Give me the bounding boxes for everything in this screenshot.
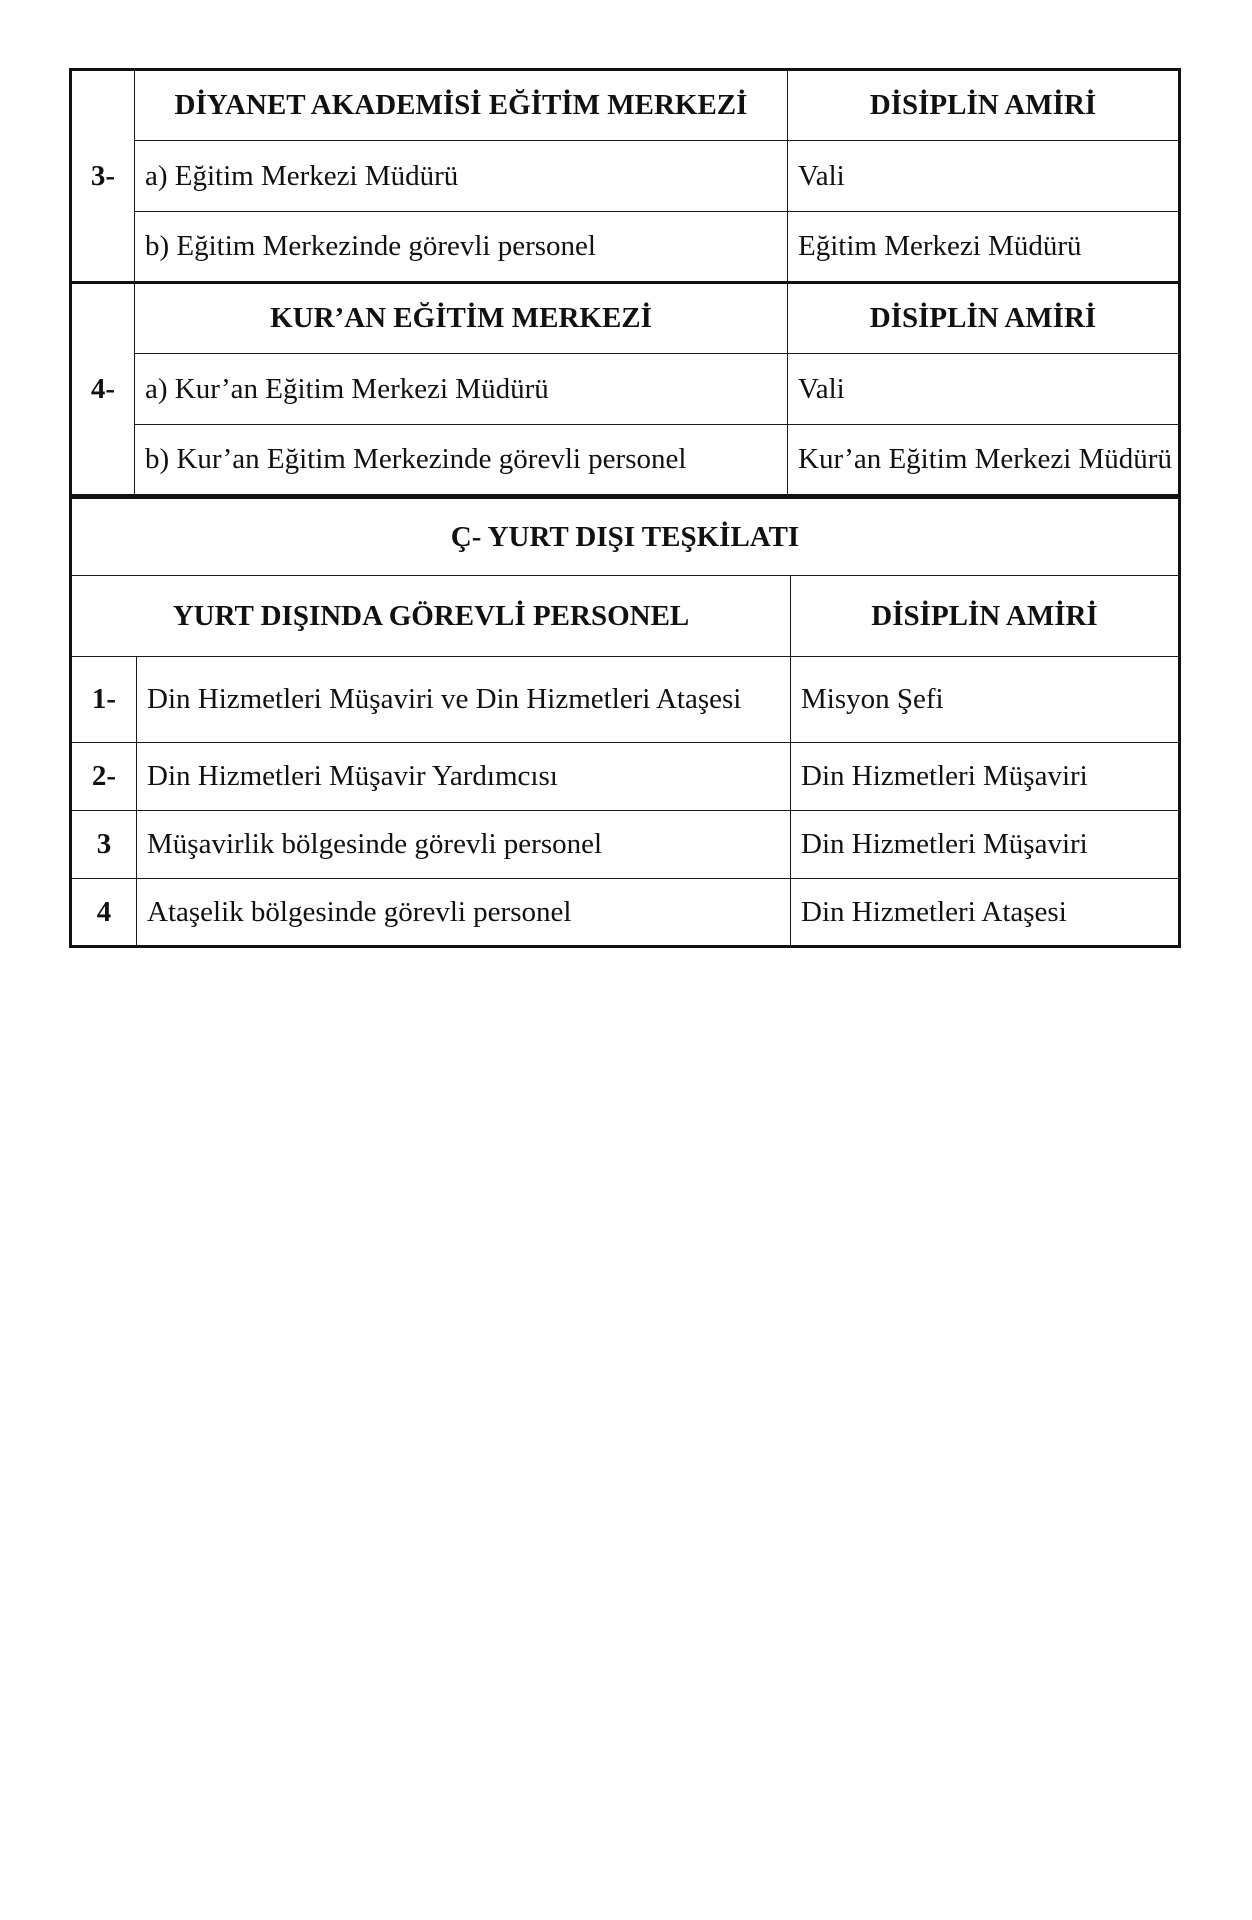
- supervisor-header: DİSİPLİN AMİRİ: [788, 283, 1180, 354]
- table-row: [71, 879, 1180, 947]
- personnel-cell: b) Eğitim Merkezinde görevli personel: [135, 212, 788, 283]
- supervisor-header: DİSİPLİN AMİRİ: [791, 576, 1180, 657]
- section-title: Ç- YURT DIŞI TEŞKİLATI: [71, 498, 1180, 576]
- personnel-cell: Müşavirlik bölgesinde görevli personel: [137, 811, 791, 879]
- row-number: 2-: [71, 743, 137, 811]
- supervisor-cell: Eğitim Merkezi Müdürü: [788, 212, 1180, 283]
- section-title-row: [71, 498, 1180, 576]
- personnel-cell: Din Hizmetleri Müşaviri ve Din Hizmetleri Ataşesi: [137, 657, 791, 743]
- unit-header: YURT DIŞINDA GÖREVLİ PERSONEL: [71, 576, 791, 657]
- table-row: [71, 212, 1180, 283]
- personnel-cell: Ataşelik bölgesinde görevli personel: [137, 879, 791, 947]
- abroad-discipline-table: [69, 496, 1181, 948]
- personnel-cell: a) Kur’an Eğitim Merkezi Müdürü: [135, 354, 788, 425]
- table-row: [71, 425, 1180, 496]
- supervisor-cell: Vali: [788, 354, 1180, 425]
- supervisor-cell: Din Hizmetleri Müşaviri: [791, 811, 1180, 879]
- table-row: [71, 743, 1180, 811]
- personnel-cell: Din Hizmetleri Müşavir Yardımcısı: [137, 743, 791, 811]
- unit-header: KUR’AN EĞİTİM MERKEZİ: [135, 283, 788, 354]
- supervisor-cell: Kur’an Eğitim Merkezi Müdürü: [788, 425, 1180, 496]
- table-row: [71, 811, 1180, 879]
- supervisor-cell: Misyon Şefi: [791, 657, 1180, 743]
- table-row: [71, 354, 1180, 425]
- unit-header: DİYANET AKADEMİSİ EĞİTİM MERKEZİ: [135, 70, 788, 141]
- personnel-cell: b) Kur’an Eğitim Merkezinde görevli personel: [135, 425, 788, 496]
- supervisor-cell: Din Hizmetleri Ataşesi: [791, 879, 1180, 947]
- row-number: 3: [71, 811, 137, 879]
- abroad-header-row: [71, 576, 1180, 657]
- table-row: [71, 657, 1180, 743]
- supervisor-header: DİSİPLİN AMİRİ: [788, 70, 1180, 141]
- group-4-header-row: [71, 283, 1180, 354]
- group-number: 3-: [71, 70, 135, 283]
- top-discipline-table: [69, 68, 1181, 497]
- row-number: 1-: [71, 657, 137, 743]
- supervisor-cell: Din Hizmetleri Müşaviri: [791, 743, 1180, 811]
- supervisor-cell: Vali: [788, 141, 1180, 212]
- row-number: 4: [71, 879, 137, 947]
- table-row: [71, 141, 1180, 212]
- group-number: 4-: [71, 283, 135, 496]
- group-3-header-row: [71, 70, 1180, 141]
- personnel-cell: a) Eğitim Merkezi Müdürü: [135, 141, 788, 212]
